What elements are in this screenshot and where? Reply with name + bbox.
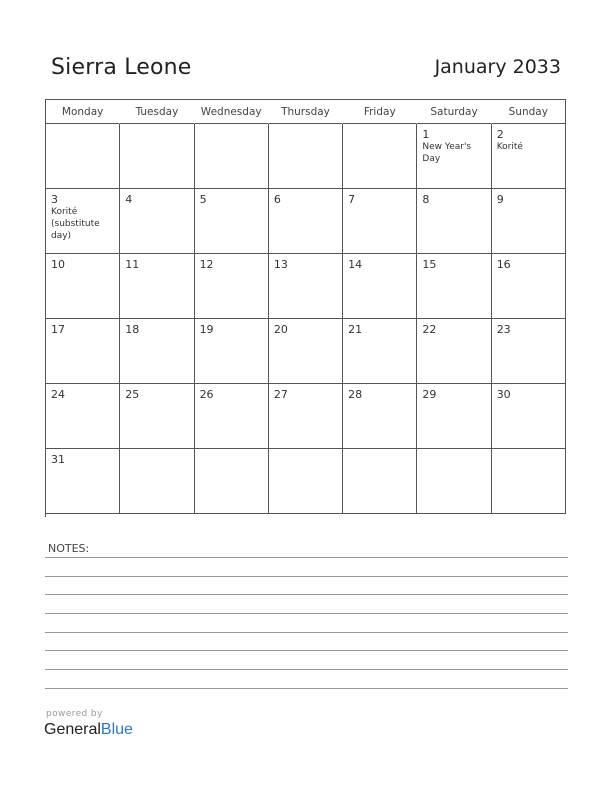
day-cell[interactable] (46, 319, 120, 384)
month-year-title: January 2033 (434, 56, 561, 78)
day-cell[interactable] (120, 124, 194, 189)
day-cell[interactable] (120, 189, 194, 254)
day-cell[interactable] (269, 384, 343, 449)
week-row (46, 124, 566, 189)
day-number: 8 (422, 193, 430, 206)
day-number: 16 (496, 258, 511, 271)
day-cell[interactable] (195, 124, 269, 189)
notes-line (45, 557, 568, 558)
day-cell[interactable] (195, 254, 269, 319)
day-cell[interactable] (269, 124, 343, 189)
week-row (46, 189, 566, 254)
day-number: 27 (273, 388, 288, 401)
day-number: 9 (496, 193, 504, 206)
day-cell[interactable] (492, 449, 566, 514)
day-number: 20 (273, 323, 288, 336)
day-number: 4 (125, 193, 133, 206)
day-number: 24 (51, 388, 65, 401)
weekday-header: Sunday (492, 100, 566, 124)
day-number: 26 (199, 388, 214, 401)
day-cell[interactable] (492, 319, 566, 384)
day-cell[interactable] (269, 189, 343, 254)
day-cell[interactable] (492, 384, 566, 449)
day-cell[interactable] (417, 319, 491, 384)
day-cell[interactable] (120, 254, 194, 319)
notes-line (45, 669, 568, 670)
day-number: 28 (348, 388, 363, 401)
notes-line (45, 594, 568, 595)
day-number: 18 (125, 323, 140, 336)
weekday-header: Thursday (269, 100, 343, 124)
day-cell[interactable] (46, 124, 120, 189)
weekday-header: Tuesday (120, 100, 194, 124)
day-cell[interactable] (46, 449, 120, 514)
weekday-header-row (46, 100, 566, 124)
notes-line (45, 613, 568, 614)
day-cell[interactable] (195, 384, 269, 449)
day-number: 31 (51, 453, 65, 466)
day-cell[interactable] (269, 449, 343, 514)
notes-label: NOTES: (48, 542, 90, 555)
day-number: 14 (348, 258, 363, 271)
day-cell[interactable] (417, 449, 491, 514)
day-cell[interactable] (343, 319, 417, 384)
day-cell[interactable] (343, 189, 417, 254)
day-cell[interactable] (269, 254, 343, 319)
day-number: 19 (199, 323, 214, 336)
day-cell[interactable] (46, 254, 120, 319)
week-row (46, 384, 566, 449)
day-cell[interactable] (120, 319, 194, 384)
notes-line (45, 688, 568, 689)
day-cell[interactable] (120, 449, 194, 514)
day-cell[interactable] (46, 189, 120, 254)
powered-by-text: powered by (46, 709, 103, 719)
day-cell[interactable] (195, 189, 269, 254)
day-cell[interactable] (195, 449, 269, 514)
day-number: 11 (125, 258, 140, 271)
brand-blue: Blue (100, 721, 133, 738)
calendar-grid (45, 99, 566, 517)
weekday-header: Wednesday (195, 100, 269, 124)
day-number: 22 (422, 323, 437, 336)
brand-general: General (44, 721, 101, 738)
day-cell[interactable] (417, 189, 491, 254)
day-number: 2 (496, 128, 504, 141)
day-cell[interactable] (120, 384, 194, 449)
country-title: Sierra Leone (51, 55, 192, 80)
day-number: 17 (51, 323, 65, 336)
day-cell[interactable] (343, 124, 417, 189)
holiday-label: Korité (substitute day) (51, 207, 100, 241)
day-cell[interactable] (343, 384, 417, 449)
day-cell[interactable] (492, 124, 566, 189)
day-cell[interactable] (417, 384, 491, 449)
holiday-label: Korité (496, 142, 523, 152)
day-number: 25 (125, 388, 140, 401)
day-number: 10 (51, 258, 65, 271)
day-number: 12 (199, 258, 214, 271)
calendar-weeks (46, 124, 566, 514)
notes-line (45, 576, 568, 577)
day-cell[interactable] (195, 319, 269, 384)
day-number: 30 (496, 388, 511, 401)
day-number: 21 (348, 323, 363, 336)
day-cell[interactable] (46, 384, 120, 449)
day-cell[interactable] (343, 449, 417, 514)
notes-line (45, 632, 568, 633)
day-number: 23 (496, 323, 511, 336)
day-cell[interactable] (269, 319, 343, 384)
week-row (46, 254, 566, 319)
weekday-header: Friday (343, 100, 417, 124)
day-number: 3 (51, 193, 58, 206)
notes-line (45, 650, 568, 651)
weekday-header: Saturday (417, 100, 491, 124)
day-number: 6 (273, 193, 281, 206)
day-cell[interactable] (492, 254, 566, 319)
day-cell[interactable] (492, 189, 566, 254)
day-cell[interactable] (417, 254, 491, 319)
day-number: 1 (422, 128, 430, 141)
generalblue-logo[interactable] (44, 721, 133, 739)
day-number: 7 (348, 193, 356, 206)
day-cell[interactable] (343, 254, 417, 319)
week-row (46, 449, 566, 514)
week-row (46, 319, 566, 384)
day-number: 15 (422, 258, 437, 271)
day-number: 13 (273, 258, 288, 271)
day-number: 5 (199, 193, 207, 206)
weekday-header: Monday (46, 100, 120, 124)
day-number: 29 (422, 388, 437, 401)
holiday-label: New Year's Day (422, 142, 472, 164)
day-cell[interactable] (417, 124, 491, 189)
